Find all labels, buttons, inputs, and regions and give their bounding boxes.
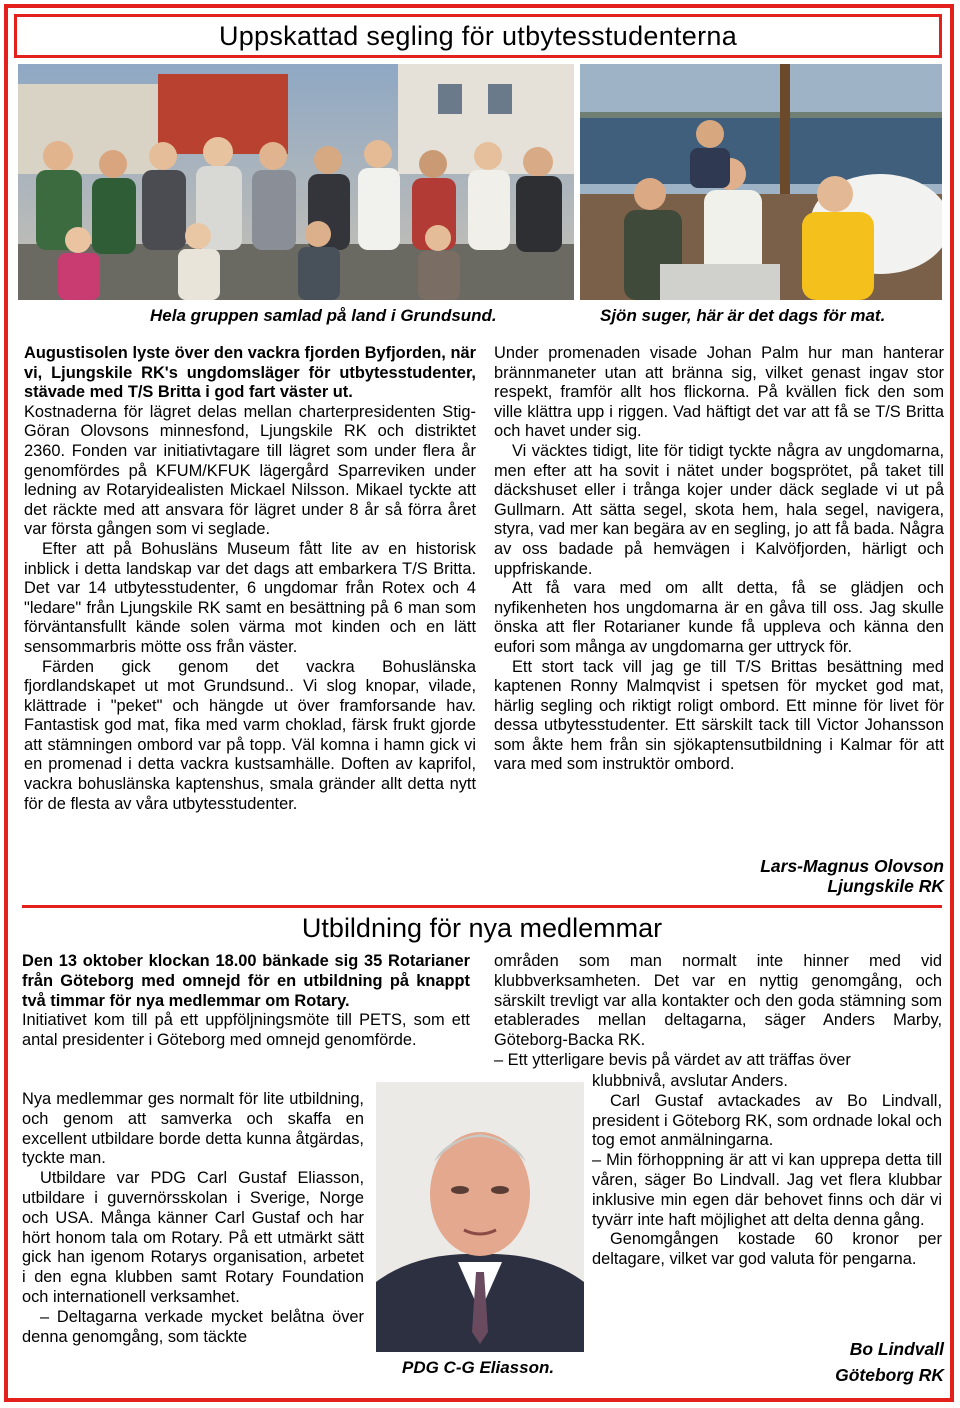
article2-intro: Initiativet kom till på ett uppföljningsmöte till PETS, som ett antal presidenter i Göteborg med omnejd genomförde.	[22, 1011, 470, 1050]
article2-paragraph: – Deltagarna verkade mycket belåtna över denna genomgång, som täckte	[22, 1307, 364, 1346]
article1-paragraph: Ett stort tack vill jag ge till T/S Brittas besättning med kaptenen Ronny Malmqvist i spetsen för mycket god mat, härlig segling och riktigt roligt ombord. Ett minne för livet för dessa utbytesstudenter. Ett särskilt tack till Victor Johansson som åkte hem från sin sjökaptensutbildning i Kalmar för att vara med som instruktör ombord.	[494, 657, 944, 774]
article1-right-column	[494, 344, 944, 775]
article2-right-narrow	[592, 1072, 942, 1270]
article2-paragraph: områden som man normalt inte hinner med vid klubbverksamheten. Det var en nyttig genomgång, och särskilt trevligt var alla kontakter och den goda stämning som etablerades mellan deltagarna, säger Anders Marby, Göteborg-Backa RK.	[494, 952, 942, 1050]
article1-left-column	[24, 344, 476, 814]
article1-paragraph: Färden gick genom det vackra Bohuslänska fjordlandskapet ut mot Grundsund.. Vi slog knopar, vilade, klättrade i "peket" och hängde ut över framforsande hav. Fantastisk god mat, fika med varm choklad, färsk frukt gjorde att stämningen ombord var på topp. Väl komna i hamn gick vi en promenad i detta vackra kustsamhälle. Doften av kaprifol, vackra bohuslänska kaptenshus, smala gränder allt detta nytt för de flesta av våra utbytesstudenter.	[24, 657, 476, 813]
article2-left-upper	[22, 952, 470, 1051]
article1-lead: Augustisolen lyste över den vackra fjorden Byfjorden, när vi, Ljungskile RK's ungdomsläger för utbytesstudenter, stävade med T/S Britta i god fart väster ut.	[24, 344, 476, 402]
article2-right-wide	[494, 952, 942, 1071]
article1-paragraph: Att få vara med om allt detta, få se glädjen och nyfikenheten hos ungdomarna är en gåva till oss. Jag skulle önska att fler Rotarianer kunde få uppleva och känna den eufori som många av ungdomarna ger uttryck för.	[494, 579, 944, 656]
article2-lead: Den 13 oktober klockan 18.00 bänkade sig 35 Rotarianer från Göteborg med omnejd för en utbildning på knappt två timmar för nya medlemmar om Rotary.	[22, 952, 470, 1010]
article1-signature-name: Lars-Magnus Olovson	[760, 856, 944, 876]
section-divider	[22, 905, 942, 908]
article1-signature-club: Ljungskile RK	[827, 876, 944, 896]
article1-signature	[760, 856, 944, 896]
article-title-box	[14, 14, 942, 58]
group-photo	[18, 64, 574, 300]
article2-signature-club: Göteborg RK	[835, 1365, 944, 1385]
article2-paragraph: Genomgången kostade 60 kronor per deltagare, vilket var god valuta för pengarna.	[592, 1230, 942, 1269]
article1-paragraph: Efter att på Bohusläns Museum fått lite av en historisk inblick i detta landskap var det dags att embarkera T/S Britta. Det var 14 utbytesstudenter, 6 ungdomar från Rotex och 4 "ledare" från Ljungskile RK samt en besättning på 6 man som förväntansfullt kände solen värma mot kinden och en lätt sensommarbris mötte oss från väster.	[24, 539, 476, 656]
article2-signature	[835, 1336, 944, 1388]
article2-signature-name: Bo Lindvall	[849, 1339, 944, 1359]
portrait-caption: PDG C-G Eliasson.	[402, 1358, 555, 1377]
article1-paragraph: Under promenaden visade Johan Palm hur man hanterar brännmaneter utan att bränna sig, vilket genast ingav stor respekt, framför allt hos flickorna. På kvällen fick den som ville klättra upp i riggen. Vad häftigt det var att få se T/S Britta och havet under sig.	[494, 344, 944, 441]
article2-paragraph: – Ett ytterligare bevis på värdet av att träffas över	[494, 1050, 851, 1069]
article1-paragraph: Kostnaderna för lägret delas mellan charterpresidenten Stig-Göran Olovsons minnesfond, Ljungskile RK och distriktet 2360. Fonden var initiativtagare till lägret som under flera år genomfördes på KFUM/KFUK lägergård Sparreviken under ledning av Rotaryidealisten Mickael Nilsson. Mikael tyckte att det räckte med att ansvara för lägret under 8 år så förra året var första gången som vi seglade.	[24, 402, 476, 539]
article2-paragraph: Nya medlemmar ges normalt för lite utbildning, och genom att samverka och skaffa en excellent utbildare borde detta kunna åtgärdas, tyckte man.	[22, 1090, 364, 1168]
article1-paragraph: Vi väcktes tidigt, lite för tidigt tyckte några av ungdomarna, men efter att ha sovit i nätet under bogsprötet, på taket till däckshuset eller i trånga kojer under däck seglade vi ut på Gullmarn. Att sätta segel, skota hem, hala segel, navigera, styra, vad mer kan begära av en segling, jo att få bada. Några av oss badade på hemvägen i Kalvöfjorden, härligt och uppfriskande.	[494, 441, 944, 578]
article2-left-narrow	[22, 1090, 364, 1347]
article-title: Uppskattad segling för utbytesstudenterna	[218, 20, 738, 51]
article2-paragraph: Utbildare var PDG Carl Gustaf Eliasson, utbildare i guvernörsskolan i Sverige, Norge och USA. Många känner Carl Gustaf och har hört honom tala om Rotary. På ett utmärkt sätt gick han igenom Rotarys organisation, arbetet i den egna klubben samt Rotary Foundation och internationell verksamhet.	[22, 1169, 364, 1306]
article2-title: Utbildning för nya medlemmar	[262, 910, 702, 946]
article2-paragraph: – Min förhoppning är att vi kan upprepa detta till våren, säger Bo Lindvall. Jag vet flera klubbar inklusive min egen där behovet finns och där vi tyvärr inte haft möjlighet att delta denna gång.	[592, 1151, 942, 1229]
boat-photo-caption: Sjön suger, här är det dags för mat.	[600, 306, 886, 325]
portrait-photo	[376, 1082, 584, 1352]
article2-paragraph: klubbnivå, avslutar Anders.	[592, 1072, 788, 1090]
boat-photo	[580, 64, 942, 300]
article2-paragraph: Carl Gustaf avtackades av Bo Lindvall, president i Göteborg RK, som ordnade lokal och tog emot anmälningarna.	[592, 1091, 942, 1150]
group-photo-caption: Hela gruppen samlad på land i Grundsund.	[150, 306, 497, 325]
